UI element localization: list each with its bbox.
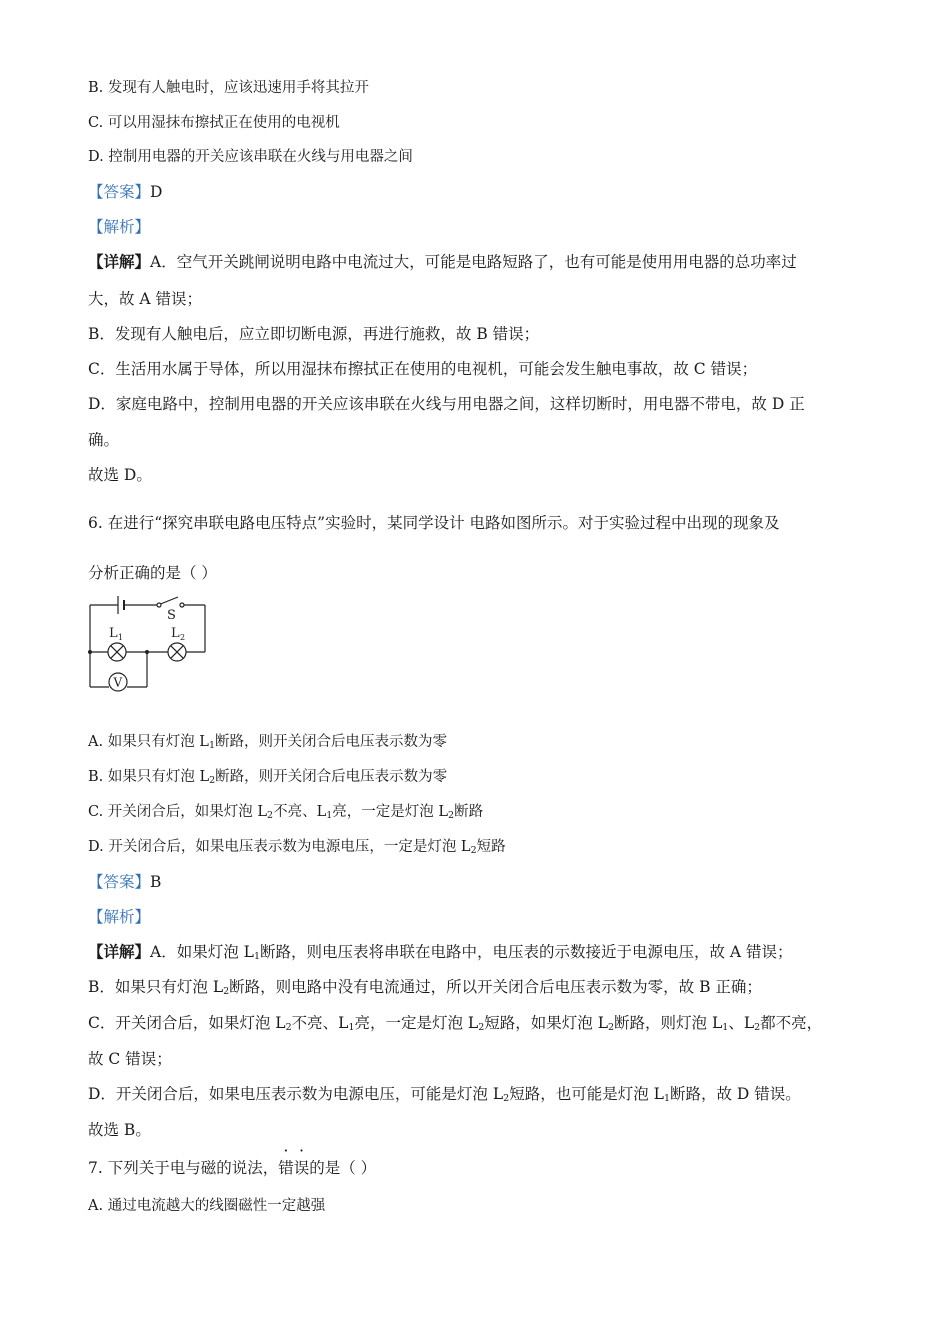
lamp-l2-label: L — [171, 626, 180, 641]
q5-detail-line-1 — [88, 250, 797, 272]
q6-option-d: D. 开关闭合后，如果电压表示数为电源电压，一定是灯泡 $L_2$短路 — [88, 839, 506, 856]
q5-option-c: C. 可以用湿抹布擦拭正在使用的电视机 — [88, 115, 340, 131]
q6-analysis-tag: 【解析】 — [88, 908, 151, 926]
detail-text: A．空气开关跳闸说明电路中电流过大，可能是电路短路了，也有可能是使用用电器的总功率过 — [150, 253, 797, 271]
switch-label: S — [167, 608, 176, 623]
q6-detail-line-1: 【详解】A．如果灯泡 $L_1$断路，则电压表将串联在电路中，电压表的示数接近于电源电压，故 A 错误； — [88, 942, 793, 962]
emphasis-char: 错 — [278, 1159, 294, 1177]
switch-blade — [161, 597, 179, 604]
q7-option-a: A. 通过电流越大的线圈磁性一定越强 — [88, 1198, 326, 1214]
circuit-diagram — [85, 590, 210, 695]
answer-tag: 【答案】 — [88, 183, 151, 201]
q6-option-a: A. 如果只有灯泡 $L_1$断路，则开关闭合后电压表示数为零 — [88, 734, 447, 751]
q7-stem: 7. 下列关于电与磁的说法，错误的是（ ） — [88, 1156, 376, 1178]
answer-value: D — [150, 183, 163, 201]
q5-answer — [88, 180, 162, 202]
q5-detail-line-2: 大，故 A 错误； — [88, 290, 203, 308]
q6-stem-line-2: 分析正确的是（ ） — [88, 564, 217, 582]
q6-detail-line-3: C．开关闭合后，如果灯泡 $L_2$不亮、$L_1$亮，一定是灯泡 $L_2$短路，如果灯泡 $L_2$断路，则灯泡 $L_1$、$L_2$都不亮， — [88, 1014, 823, 1033]
q5-detail-line-6: 确。 — [88, 431, 120, 449]
lamp-l1-label: L — [109, 626, 118, 641]
q6-answer — [88, 870, 161, 892]
junction-middle — [145, 650, 149, 654]
answer-tag: 【答案】 — [88, 873, 151, 891]
q5-option-b: B. 发现有人触电时，应该迅速用手将其拉开 — [88, 80, 369, 96]
q6-detail-line-2: B．如果只有灯泡 $L_2$断路，则电路中没有电流通过，所以开关闭合后电压表示数为零，故 B 正确； — [88, 978, 762, 997]
q5-choose: 故选 D。 — [88, 466, 152, 484]
answer-value: B — [150, 873, 162, 891]
switch-contact-right — [180, 603, 184, 607]
detail-tag: 【详解】 — [88, 252, 151, 271]
q5-detail-line-4: C．生活用水属于导体，所以用湿抹布擦拭正在使用的电视机，可能会发生触电事故，故 C 错误； — [88, 360, 758, 378]
q6-detail-line-4: 故 C 错误； — [88, 1050, 172, 1068]
detail-tag: 【详解】 — [88, 942, 151, 961]
q5-analysis-tag: 【解析】 — [88, 218, 151, 236]
q5-option-d: D. 控制用电器的开关应该串联在火线与用电器之间 — [88, 149, 413, 165]
q6-option-c: C. 开关闭合后，如果灯泡 $L_2$不亮、$L_1$亮，一定是灯泡 $L_2$断路 — [88, 804, 484, 821]
q5-detail-line-3: B．发现有人触电后，应立即切断电源，再进行施救，故 B 错误； — [88, 325, 540, 343]
q6-choose: 故选 B。 — [88, 1121, 151, 1139]
emphasis-char: 误 — [293, 1159, 310, 1177]
lamp-l2-subscript: 2 — [180, 633, 186, 642]
junction-left — [88, 650, 92, 654]
voltmeter-label: V — [113, 675, 123, 690]
q6-option-b: B. 如果只有灯泡 $L_2$断路，则开关闭合后电压表示数为零 — [88, 769, 448, 786]
q6-stem-line-1: 6. 在进行“探究串联电路电压特点”实验时，某同学设计 电路如图所示。对于实验过程中出现的现象及 — [88, 514, 780, 532]
q6-detail-line-5: D．开关闭合后，如果电压表示数为电源电压，可能是灯泡 $L_2$短路，也可能是灯泡 $L_1$断路，故 D 错误。 — [88, 1085, 801, 1104]
lamp-l1-subscript: 1 — [118, 633, 124, 642]
q5-detail-line-5: D．家庭电路中，控制用电器的开关应该串联在火线与用电器之间，这样切断时，用电器不带电，故 D 正 — [88, 395, 805, 413]
